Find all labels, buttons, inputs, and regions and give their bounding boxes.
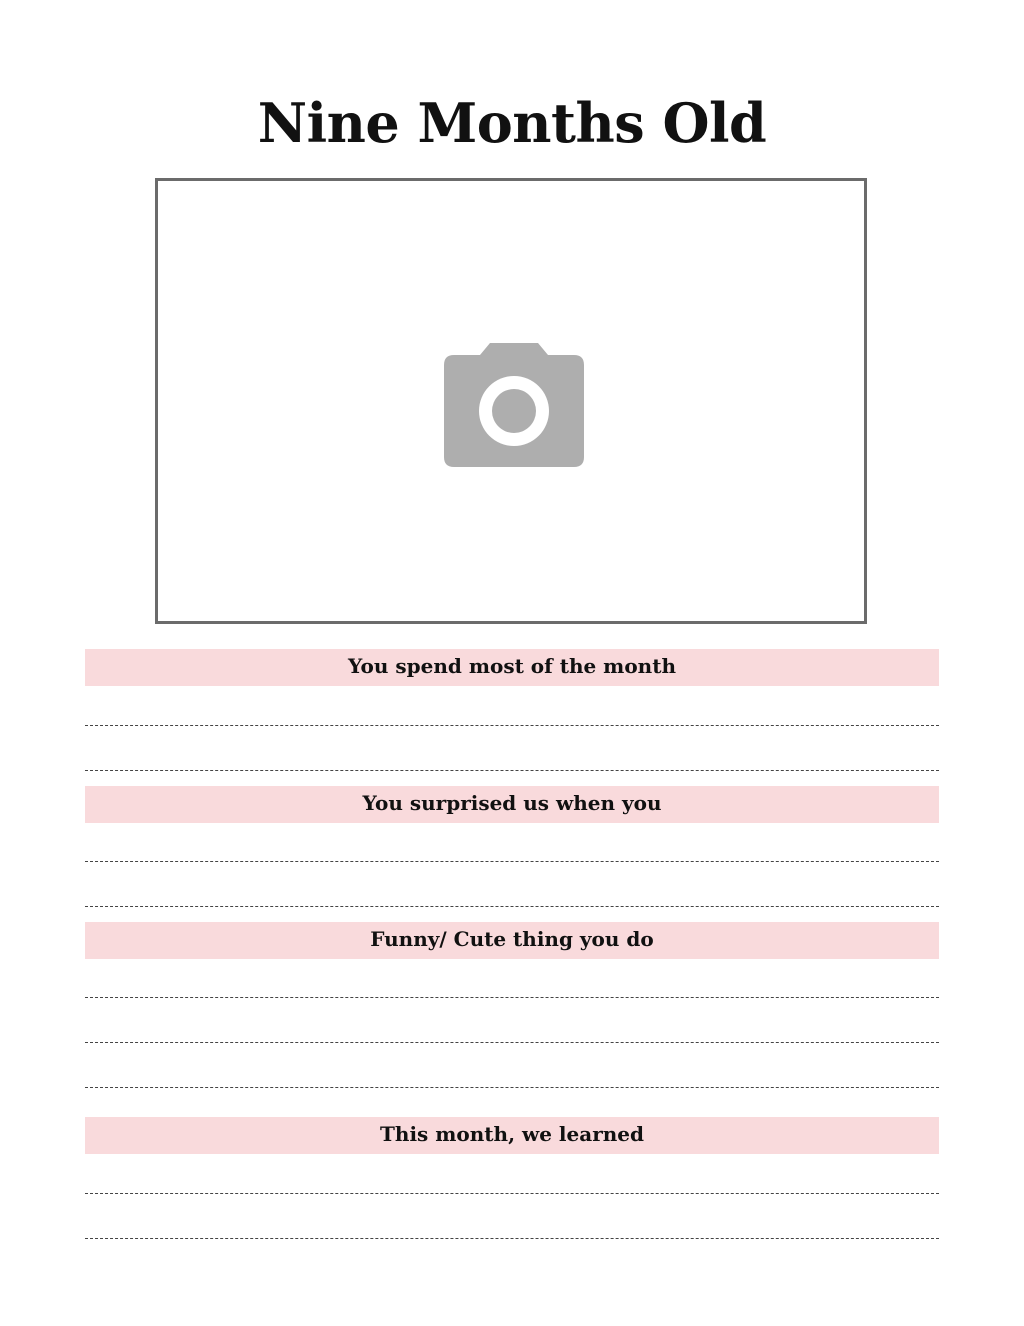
write-line[interactable] [85, 997, 939, 998]
section-header-spend-month: You spend most of the month [85, 649, 939, 686]
write-line[interactable] [85, 1042, 939, 1043]
section-header-surprised-us: You surprised us when you [85, 786, 939, 823]
page-title: Nine Months Old [257, 91, 767, 155]
write-line[interactable] [85, 725, 939, 726]
photo-placeholder[interactable] [155, 178, 867, 624]
write-line[interactable] [85, 861, 939, 862]
write-line[interactable] [85, 1193, 939, 1194]
camera-icon [444, 341, 584, 467]
write-line[interactable] [85, 1238, 939, 1239]
write-line[interactable] [85, 906, 939, 907]
write-line[interactable] [85, 1087, 939, 1088]
section-header-we-learned: This month, we learned [85, 1117, 939, 1154]
write-line[interactable] [85, 770, 939, 771]
section-header-funny-cute: Funny/ Cute thing you do [85, 922, 939, 959]
